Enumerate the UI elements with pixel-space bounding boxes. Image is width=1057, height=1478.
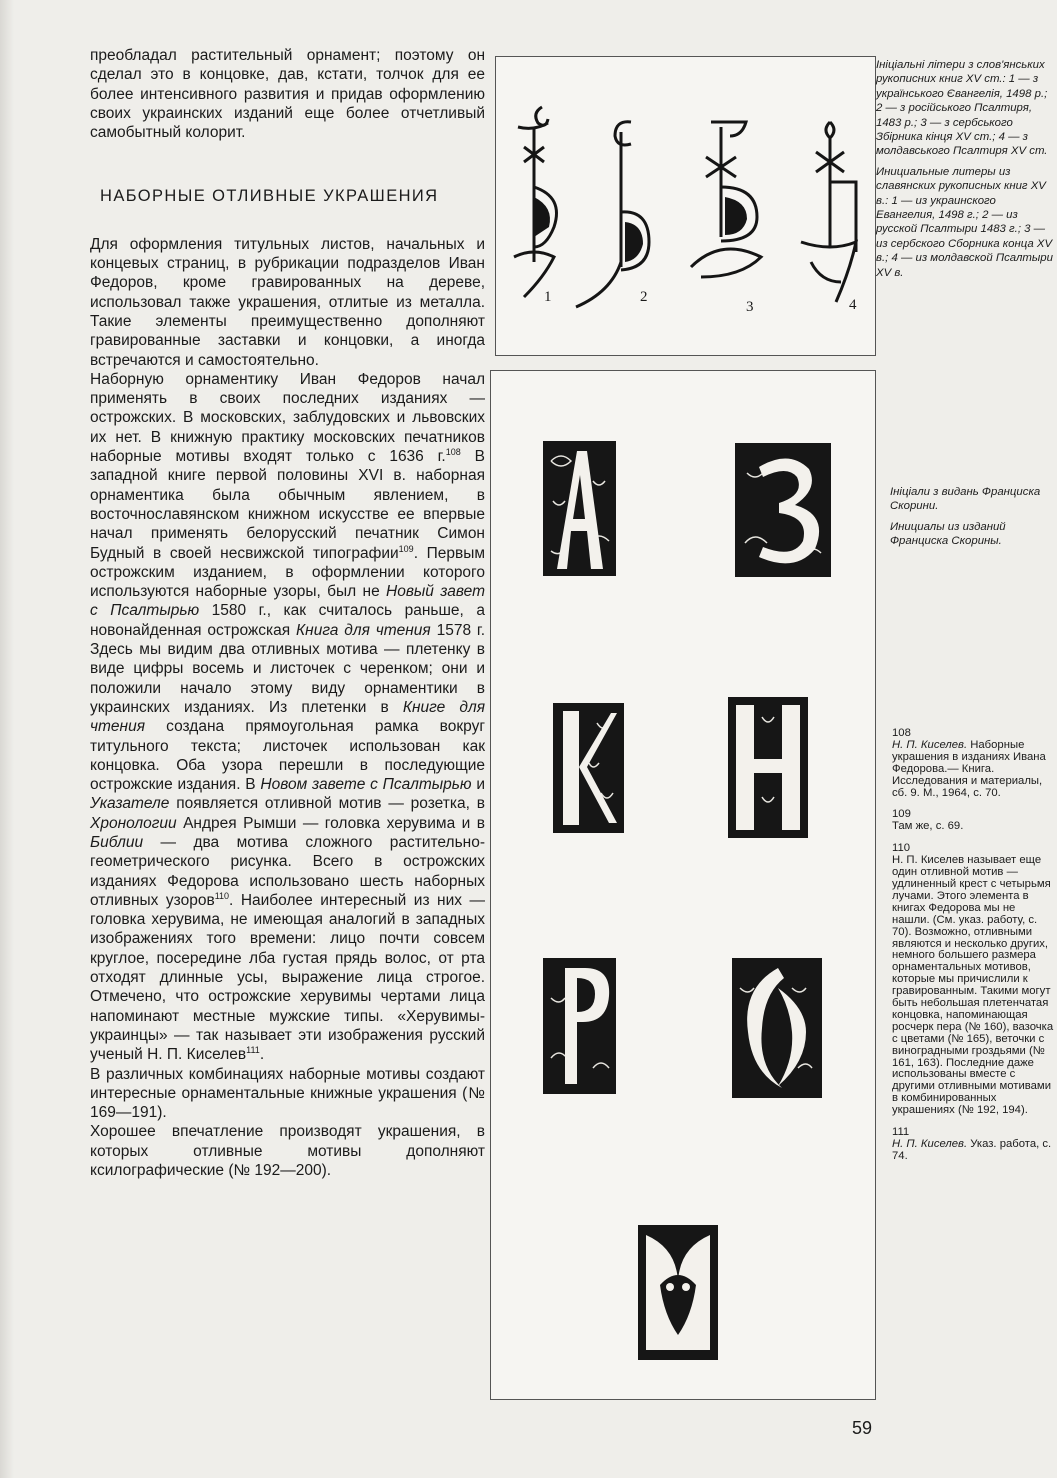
- letter-number-2: 2: [640, 289, 648, 305]
- footnote-ref-111: 111: [246, 1045, 260, 1056]
- caption-2-ukrainian: Ініціали з видань Франциска Скорини.: [890, 486, 1041, 513]
- footnote-ref-108: 108: [445, 447, 461, 458]
- caption-figure-1: [876, 58, 1056, 280]
- paragraph-2: Наборную орнаментику Иван Федоров начал применять в своих последних изданиях — острожских. В московских, заблудовских и львовских их нет. В книжную практику московских печатников наборные мотивы входят только с 1636 г.$^{108}$ В западной книге первой половины XVI в. наборная орнаментика была обычным явлением, в восточнославянском книжном искусстве ее впервые начал применять белорусский печатник Симон Будный в своей несвижской типографии$^{109}$. Первым острожским изданием, в оформлении которого используются наборные узоры, был не Новый завет с Псалтырью 1580 г., как считалось раньше, а новонайденная острожская Книга для чтения 1578 г. Здесь мы видим два отливных мотива — плетенку в виде цифры восемь и листочек с черенком; они и положили начало этому виду орнаментики в украинских изданиях. Из плетенки в Книге для чтения создана прямоугольная рамка вокруг титульного текста; листочек использован как концовка. Оба узора перешли в последующие острожские издания. В Новом завете с Псалтырью и Указателе появляется отливной мотив — розетка, в Хронологии Андрея Рымши — головка херувима и в Библии — два мотива сложного растительно-геометрического рисунка. Всего в острожских изданиях Федорова использовано шесть наборных отливных узоров$^{110}$. Наиболее интересный из них — головка херувима, не имеющая аналогий в западных изображениях того времени: лицо почти совсем круглое, посередине лба густая прядь волос, от рта отходят длинные усы, выражение лица строгое. Отмечено, что острожские херувимы чертами лица напоминают местные мужские типы. «Херувимы-украинцы» — так называет эти изображения русский ученый Н. П. Киселев$^{111}$.: [90, 370, 486, 1064]
- footnote-109: 109 Там же, с. 69.: [892, 808, 964, 833]
- footnote-ref-110: 110: [214, 890, 230, 901]
- intro-paragraph: преобладал растительный орнамент; поэтому он сделал это в концовке, дав, кстати, толчок для ее более интенсивного развития и придав оформлению своих украинских изданий еще более отчетливый самобытный колорит.: [90, 47, 485, 142]
- caption-2-russian: Инициалы из изданий Франциска Скорины.: [890, 520, 1006, 548]
- section-heading: НАБОРНЫЕ ОТЛИВНЫЕ УКРАШЕНИЯ: [100, 187, 439, 206]
- initial-r: [543, 958, 616, 1094]
- footnote-ref-109: 109: [398, 543, 414, 554]
- paragraph-1: Для оформления титульных листов, начальных и концевых страниц, в рубрикации подразделов Иван Федоров, кроме гравированных на дереве, использовал также украшения, отлитые из металла. Такие элементы преимущественно дополняют гравированные заставки и концовки, а иногда встречаются и самостоятельно.: [90, 235, 485, 369]
- paragraph-4: Хорошее впечатление производят украшения, в которых отливные мотивы дополняют ксилографические (№ 192—200).: [90, 1123, 485, 1180]
- initial-n: [728, 697, 808, 838]
- page-number: 59: [852, 1418, 873, 1438]
- main-text-column: [90, 46, 485, 1180]
- footnote-110: 110 Н. П. Киселев называет еще один отливной мотив — удлиненный крест с четырьмя лучами. Этого элемента в книгах Федорова мы не нашли. (См. указ. работу, с. 70). Возможно, отливными являются и несколько других, немного большего размера орнаментальных мотивов, которые мы причислили к гравированным. Такими могут быть небольшая плетенчатая концовка, напоминающая росчерк пера (№ 160), вазочка с цветами (№ 165), веточки с виноградными гроздьями (№ 161, 163). Последние даже использованы вместе с другими отливными мотивами в комбинированных украшениях (№ 192, 194).: [892, 842, 1054, 1117]
- letter-number-4: 4: [849, 297, 857, 313]
- letter-4-image: [796, 112, 871, 312]
- initial-z: [735, 443, 831, 577]
- footnotes: [892, 728, 1054, 1173]
- caption-1-russian: Инициальные литеры из славянских рукописных книг XV в.: 1 — из украинского Евангелия, 1498 г.; 2 — из русской Псалтыри 1483 г.; 3 — из сербского Сборника конца XV в.; 4 — из молдавской Псалтыри XV в.: [876, 165, 1053, 279]
- initial-ornament: [638, 1225, 718, 1360]
- letter-number-1: 1: [544, 289, 552, 305]
- figure-manuscript-letters: [495, 56, 876, 356]
- footnote-108: 108 Н. П. Киселев. Наборные украшения в изданиях Ивана Федорова.— Книга. Исследования и материалы, сб. 9. М., 1964, с. 70.: [892, 727, 1046, 799]
- initial-ye: [732, 958, 822, 1098]
- initial-a: [543, 441, 616, 576]
- letter-1-image: [504, 97, 574, 307]
- footnote-111: 111 Н. П. Киселев. Указ. работа, с. 74.: [892, 1126, 1052, 1162]
- page-edge-shadow: [0, 0, 14, 1478]
- paragraph-3: В различных комбинациях наборные мотивы создают интересные орнаментальные книжные украшения (№ 169—191).: [90, 1065, 485, 1122]
- caption-figure-2: [890, 485, 1050, 549]
- letter-2-image: [571, 112, 666, 312]
- caption-1-ukrainian: Ініціальні літери з слов'янських рукописних книг XV ст.: 1 — з українського Євангелія, 1498 р.; 2 — з російського Псалтиря, 1483 р.; 3 — з сербського Збірника кінця XV ст.; 4 — з молдавського Псалтиря XV ст.: [876, 59, 1048, 158]
- figure-skaryna-initials: [490, 370, 876, 1400]
- letter-number-3: 3: [746, 299, 754, 315]
- letter-3-image: [681, 117, 776, 292]
- initial-k: [553, 703, 624, 833]
